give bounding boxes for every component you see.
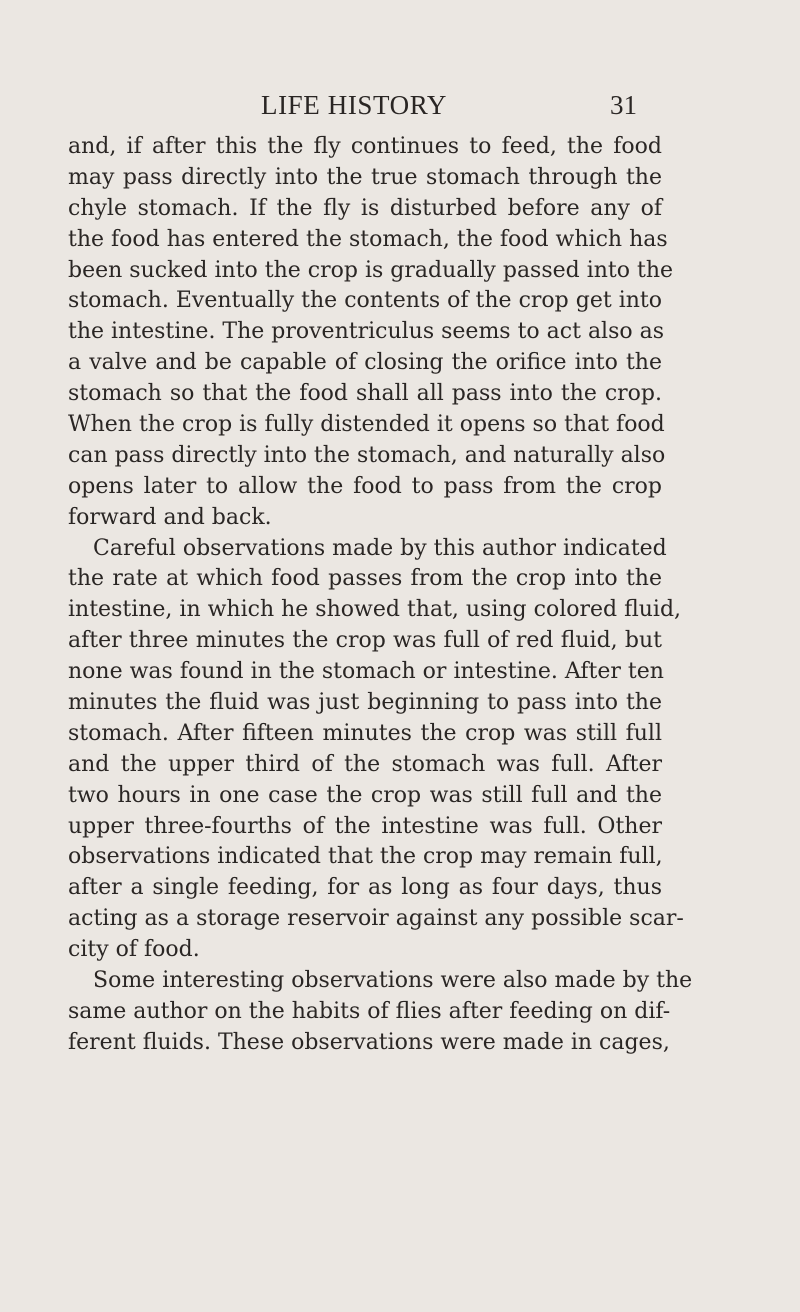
- text-line: none was found in the stomach or intestine. After ten: [68, 659, 664, 685]
- body-text: [68, 132, 693, 1059]
- text-line: the intestine. The proventriculus seems to act also as: [68, 319, 665, 345]
- text-line: the rate at which food passes from the crop into the: [68, 566, 662, 592]
- text-line: stomach. After fifteen minutes the crop was still full: [68, 720, 662, 746]
- text-line: after a single feeding, for as long as four days, thus: [68, 875, 662, 901]
- text-line: chyle stomach. If the fly is disturbed before any of: [68, 195, 662, 221]
- text-line: and the upper third of the stomach was full. After: [68, 751, 662, 777]
- text-line: stomach. Eventually the contents of the crop get into: [68, 288, 662, 314]
- page-number: 31: [610, 90, 637, 120]
- text-line: a valve and be capable of closing the orifice into the: [68, 350, 662, 376]
- text-line: stomach so that the food shall all pass into the crop.: [68, 381, 662, 407]
- paragraph-start-line: Some interesting observations were also made by the: [93, 968, 693, 994]
- text-line: and, if after this the fly continues to feed, the food: [68, 134, 662, 159]
- text-line: been sucked into the crop is gradually passed into the: [68, 257, 674, 283]
- text-line: intestine, in which he showed that, using colored fluid,: [68, 597, 682, 623]
- running-title: LIFE HISTORY: [261, 90, 447, 120]
- text-line: opens later to allow the food to pass from the crop: [68, 473, 662, 499]
- text-line: after three minutes the crop was full of red fluid, but: [68, 628, 662, 654]
- text-line: When the crop is fully distended it opens so that food: [68, 412, 665, 438]
- text-line: minutes the fluid was just beginning to pass into the: [68, 690, 662, 716]
- text-line: two hours in one case the crop was still full and the: [68, 782, 662, 808]
- text-line: can pass directly into the stomach, and naturally also: [68, 442, 666, 468]
- text-line: same author on the habits of flies after feeding on dif-: [68, 998, 671, 1024]
- paragraph-start-line: Careful observations made by this author indicated: [93, 535, 667, 561]
- text-line: upper three-fourths of the intestine was full. Other: [68, 813, 662, 839]
- paragraph-end-line: city of food.: [68, 937, 200, 963]
- text-line: may pass directly into the true stomach through the: [68, 164, 662, 190]
- text-line: ferent fluids. These observations were made in cages,: [68, 1029, 670, 1055]
- text-line: observations indicated that the crop may remain full,: [68, 844, 663, 870]
- text-line: the food has entered the stomach, the food which has: [68, 226, 668, 252]
- text-line: acting as a storage reservoir against any possible scar-: [68, 906, 684, 932]
- paragraph-end-line: forward and back.: [68, 504, 272, 530]
